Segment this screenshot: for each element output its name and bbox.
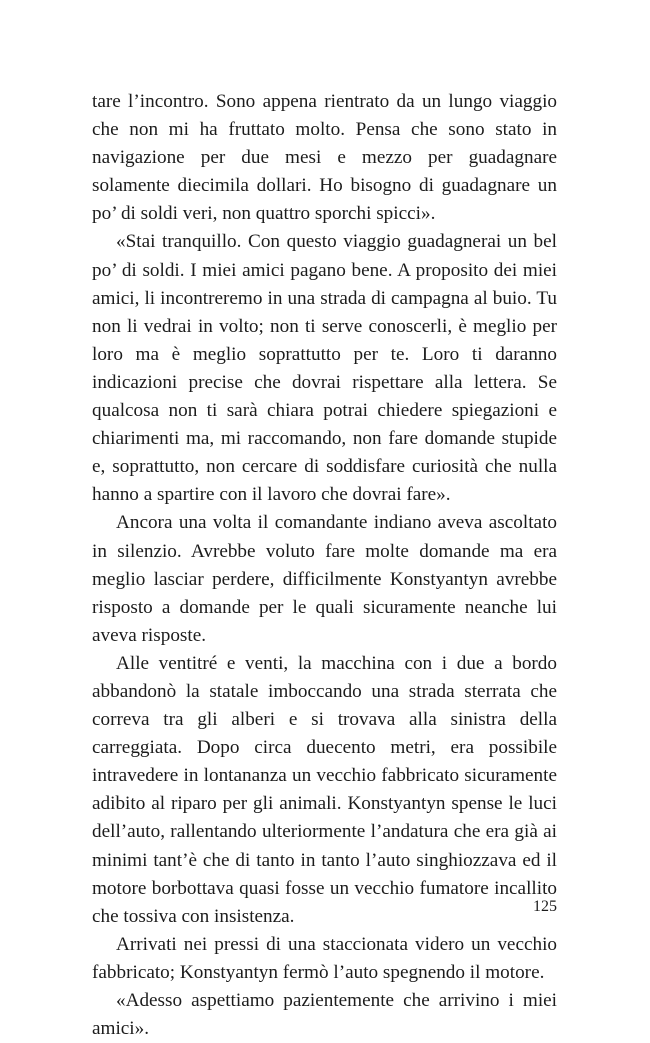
paragraph-3: Ancora una volta il comandante indiano aveva ascoltato in silenzio. Avrebbe voluto fare molte domande ma era meglio lasciar perdere, difficilmente Konstyantyn avrebbe risposto a domande per le quali sicuramente neanche lui aveva risposte. — [92, 512, 557, 646]
paragraph-6: «Adesso aspettiamo pazientemente che arrivino i miei amici». — [92, 990, 557, 1040]
body-text — [92, 88, 557, 1043]
paragraph-2: «Stai tranquillo. Con questo viaggio guadagnerai un bel po’ di soldi. I miei amici pagano bene. A proposito dei miei amici, li incontreremo in una strada di campagna al buio. Tu non li vedrai in volto; non ti serve conoscerli, è meglio per loro ma è meglio soprattutto per te. Loro ti daranno indicazioni precise che dovrai rispettare alla lettera. Se qualcosa non ti sarà chiara potrai chiedere spiegazioni e chiarimenti ma, mi raccomando, non fare domande stupide e, soprattutto, non cercare di soddisfare curiosità che nulla hanno a spartire con il lavoro che dovrai fare». — [92, 231, 557, 506]
paragraph-5: Arrivati nei pressi di una staccionata videro un vecchio fabbricato; Konstyantyn fermò l’auto spegnendo il motore. — [92, 933, 557, 983]
paragraph-1: tare l’incontro. Sono appena rientrato da un lungo viaggio che non mi ha fruttato molto. Pensa che sono stato in navigazione per due mesi e mezzo per guadagnare solamente diecimila dollari. Ho bisogno di guadagnare un po’ di soldi veri, non quattro sporchi spicci». — [92, 91, 557, 225]
page-number: 125 — [533, 898, 557, 915]
paragraph-4: Alle ventitré e venti, la macchina con i due a bordo abbandonò la statale imboccando una strada sterrata che correva tra gli alberi e si trovava alla sinistra della carreggiata. Dopo circa duecento metri, era possibile intravedere in lontananza un vecchio fabbricato sicuramente adibito al riparo per gli animali. Konstyantyn spense le luci dell’auto, rallentando ulteriormente l’andatura che era già ai minimi tant’è che di tanto in tanto l’auto singhiozzava ed il motore borbottava quasi fosse un vecchio fumatore incallito che tossiva con insistenza. — [92, 652, 557, 927]
